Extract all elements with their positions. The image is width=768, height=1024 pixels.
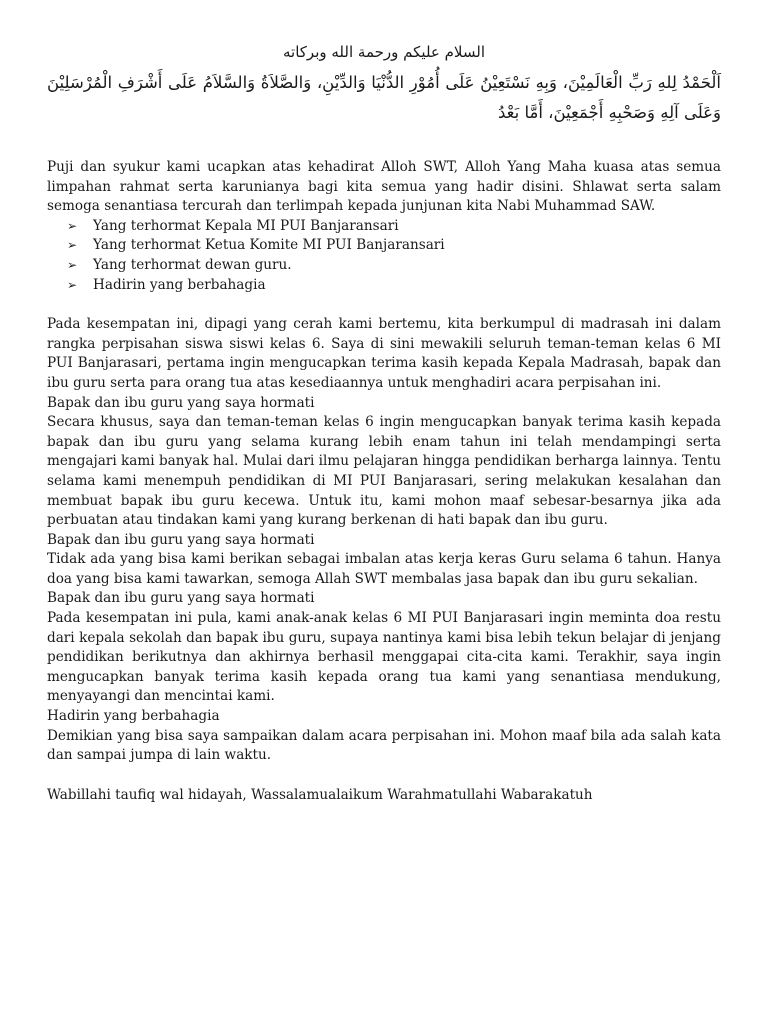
list-item-text: Yang terhormat dewan guru. (93, 256, 292, 273)
greeting-list (47, 217, 721, 295)
list-item (67, 256, 721, 276)
arrow-bullet-icon: ➢ (67, 218, 78, 233)
list-item-text: Hadirin yang berbahagia (93, 276, 266, 293)
closing-line: Wabillahi taufiq wal hidayah, Wassalamualaikum Warahmatullahi Wabarakatuh (47, 786, 593, 803)
arabic-opening: اَلْحَمْدُ لِلهِ رَبِّ الْعَالَمِيْنَ، وَبِهِ نَسْتَعِيْنُ عَلَى أُمُوْرِ الدُّنْيَا وَالدِّيْنِ، وَالصَّلاَةُ وَالسَّلاَمُ عَلَى أَشْرَفِ الْمُرْسَلِيْنَ وَعَلَى آلِهِ وَصَحْبِهِ أَجْمَعِيْنَ، أَمَّا بَعْدُ (47, 73, 721, 122)
section-paragraph: Demikian yang bisa saya sampaikan dalam acara perpisahan ini. Mohon maaf bila ada salah kata dan sampai jumpa di lain waktu. (47, 727, 721, 764)
section-heading: Bapak dan ibu guru yang saya hormati (47, 531, 315, 548)
intro-paragraph: Puji dan syukur kami ucapkan atas kehadirat Alloh SWT, Alloh Yang Maha kuasa atas semua limpahan rahmat serta karunianya bagi kita semua yang hadir disini. Shlawat serta salam semoga senantiasa tercurah dan terlimpah kepada junjunan kita Nabi Muhammad SAW. (47, 159, 721, 215)
section-paragraph: Pada kesempatan ini pula, kami anak-anak kelas 6 MI PUI Banjarasari ingin meminta doa restu dari kepala sekolah dan bapak ibu guru, supaya nantinya kami bisa lebih tekun belajar di jenjang pendidikan berikutnya dan akhirnya berhasil menggapai cita-cita kami. Terakhir, saya ingin mengucapkan banyak terima kasih kepada orang tua kami yang senantiasa mendukung, menyayangi dan mencintai kami. (47, 610, 721, 705)
arrow-bullet-icon: ➢ (67, 277, 78, 292)
list-item-text: Yang terhormat Ketua Komite MI PUI Banjaransari (93, 237, 445, 254)
arrow-bullet-icon: ➢ (67, 238, 78, 253)
document-page (47, 40, 721, 805)
section-paragraph: Tidak ada yang bisa kami berikan sebagai imbalan atas kerja keras Guru selama 6 tahun. Hanya doa yang bisa kami tawarkan, semoga Allah SWT membalas jasa bapak dan ibu guru sekalian. (47, 551, 721, 587)
list-item (67, 276, 721, 296)
opening-paragraph: Pada kesempatan ini, dipagi yang cerah kami bertemu, kita berkumpul di madrasah ini dalam rangka perpisahan siswa siswi kelas 6. Saya di sini mewakili seluruh teman-teman kelas 6 MI PUI Banjarasari, pertama ingin mengucapkan terima kasih kepada Kepala Madrasah, bapak dan ibu guru serta para orang tua atas kesediaannya untuk menghadiri acara perpisahan ini. (47, 316, 721, 391)
section-heading: Hadirin yang berbahagia (47, 708, 220, 725)
section-paragraph: Secara khusus, saya dan teman-teman kelas 6 ingin mengucapkan banyak terima kasih kepada bapak dan ibu guru yang selama kurang lebih enam tahun ini telah mendampingi serta mengajari kami banyak hal. Mulai dari ilmu pelajaran hingga pendidikan berharga lainnya. Tentu selama kami menempuh pendidikan di MI PUI Banjarasari, sering melakukan kesalahan dan membuat bapak ibu guru kecewa. Untuk itu, kami mohon maaf sebesar-besarnya jika ada perbuatan atau tindakan kami yang kurang berkenan di hati bapak dan ibu guru. (47, 414, 721, 529)
list-item-text: Yang terhormat Kepala MI PUI Banjaransari (93, 217, 399, 234)
section-heading: Bapak dan ibu guru yang saya hormati (47, 590, 315, 607)
arrow-bullet-icon: ➢ (67, 257, 78, 272)
list-item (67, 217, 721, 237)
section-heading: Bapak dan ibu guru yang saya hormati (47, 394, 315, 411)
salam-greeting: السلام عليكم ورحمة الله وبركاته (283, 43, 485, 61)
list-item (67, 236, 721, 256)
